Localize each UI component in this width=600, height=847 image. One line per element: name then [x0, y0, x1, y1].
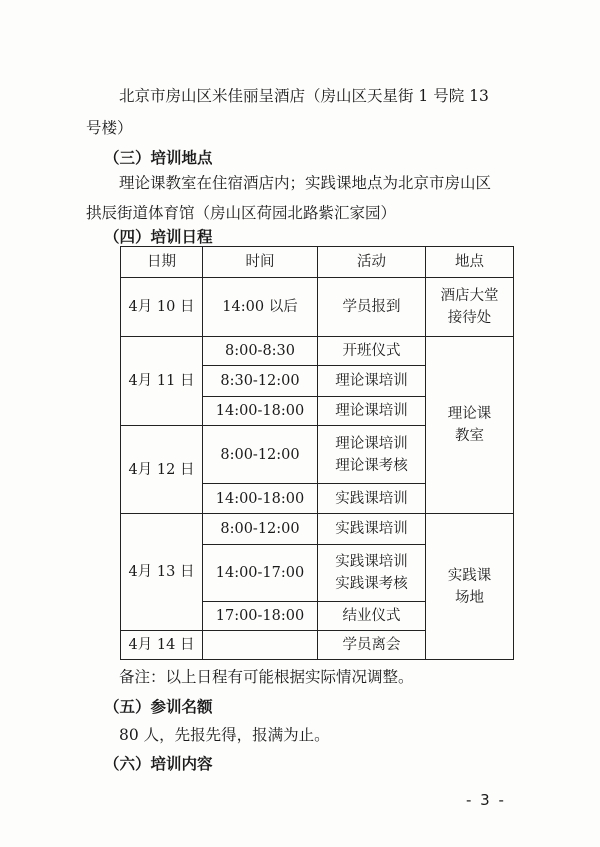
time-cell [203, 631, 318, 660]
location-line: 场地 [455, 589, 484, 606]
time-cell: 14:00 以后 [203, 278, 318, 337]
header-location: 地点 [426, 247, 514, 278]
activity-cell: 结业仪式 [318, 602, 426, 631]
activity-line: 实践课培训 [335, 554, 408, 570]
activity-line: 理论课考核 [335, 457, 408, 474]
table-row [121, 278, 514, 337]
schedule-note: 备注：以上日程有可能根据实际情况调整。 [119, 668, 414, 686]
header-activity: 活动 [318, 247, 426, 278]
intro-line-2: 号楼） [86, 119, 133, 137]
time-cell: 14:00-18:00 [203, 484, 318, 514]
section-5-heading: （五）参训名额 [104, 698, 213, 716]
activity-cell: 开班仪式 [318, 337, 426, 366]
location-cell [426, 514, 514, 660]
time-cell: 8:00-12:00 [203, 514, 318, 545]
intro-line-1: 北京市房山区米佳丽呈酒店（房山区天星街 1 号院 13 [119, 87, 489, 105]
section-3-line-1: 理论课教室在住宿酒店内；实践课地点为北京市房山区 [119, 174, 492, 192]
date-cell: 4月 11 日 [121, 337, 203, 426]
date-cell: 4月 12 日 [121, 426, 203, 514]
location-line: 教室 [455, 428, 484, 444]
activity-cell: 学员离会 [318, 631, 426, 660]
location-line: 酒店大堂 [440, 288, 499, 304]
section-3-line-2: 拱辰街道体育馆（房山区荷园北路紫汇家园） [86, 204, 397, 222]
location-line: 理论课 [447, 406, 492, 422]
time-cell: 17:00-18:00 [203, 602, 318, 631]
time-cell: 14:00-18:00 [203, 397, 318, 426]
activity-cell: 理论课培训 [318, 366, 426, 397]
table-header-row [121, 247, 514, 278]
section-6-heading: （六）培训内容 [104, 755, 213, 773]
section-3-heading: （三）培训地点 [104, 149, 213, 167]
time-cell: 14:00-17:00 [203, 545, 318, 602]
activity-cell: 理论课培训 [318, 397, 426, 426]
date-cell: 4月 10 日 [121, 278, 203, 337]
location-line: 接待处 [447, 310, 492, 326]
header-date: 日期 [121, 247, 203, 278]
date-cell: 4月 14 日 [121, 631, 203, 660]
time-cell: 8:00-12:00 [203, 426, 318, 484]
location-cell [426, 278, 514, 337]
location-line: 实践课 [447, 567, 492, 584]
activity-line: 实践课考核 [335, 576, 408, 592]
section-4-heading: （四）培训日程 [104, 228, 213, 246]
time-cell: 8:30-12:00 [203, 366, 318, 397]
activity-cell: 学员报到 [318, 278, 426, 337]
schedule-table [120, 246, 514, 660]
activity-cell [318, 426, 426, 484]
location-cell [426, 337, 514, 514]
table-row [121, 337, 514, 366]
activity-cell: 实践课培训 [318, 514, 426, 545]
page-number: - 3 - [466, 791, 506, 809]
header-time: 时间 [203, 247, 318, 278]
section-5-text: 80 人，先报先得，报满为止。 [119, 726, 330, 744]
table-row [121, 514, 514, 545]
activity-cell [318, 545, 426, 602]
activity-cell: 实践课培训 [318, 484, 426, 514]
time-cell: 8:00-8:30 [203, 337, 318, 366]
date-cell: 4月 13 日 [121, 514, 203, 631]
activity-line: 理论课培训 [335, 435, 408, 452]
